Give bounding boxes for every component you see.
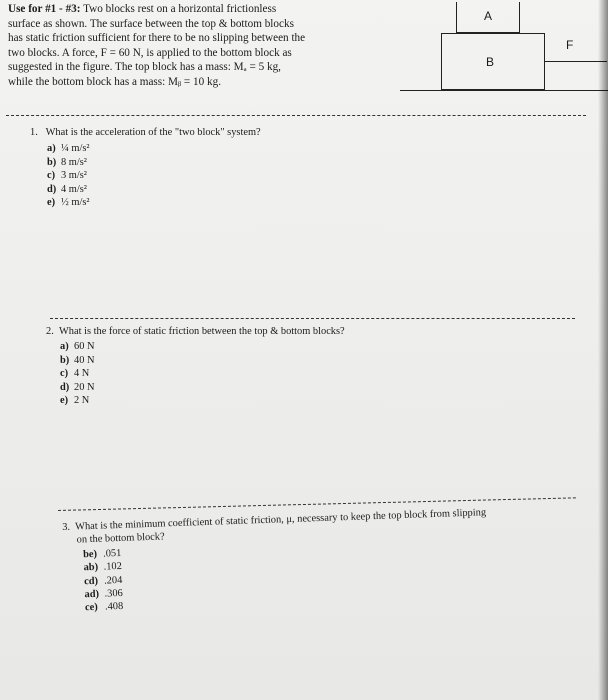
intro-line-3: has static friction sufficient for there to be no slipping between the <box>8 32 306 45</box>
option-key: a) <box>47 143 56 155</box>
force-label: F <box>566 38 574 52</box>
question-2-options <box>46 340 345 407</box>
option-text: ½ m/s² <box>61 197 90 209</box>
intro-line-6: while the bottom block has a mass: Mᵦ = 10 kg. <box>8 75 221 88</box>
option-text: 4 m/s² <box>61 183 87 195</box>
option-text: ¼ m/s² <box>61 143 90 155</box>
option-text: .051 <box>102 547 122 560</box>
answer-option[interactable] <box>47 183 261 196</box>
option-text: .102 <box>103 561 123 573</box>
question-text: What is the acceleration of the "two block" system? <box>45 127 261 138</box>
option-key: b) <box>60 354 70 366</box>
answer-option[interactable] <box>60 354 345 367</box>
option-text: .306 <box>104 587 123 600</box>
option-text: 3 m/s² <box>61 170 87 182</box>
answer-option[interactable] <box>47 142 261 155</box>
question-3 <box>62 506 489 616</box>
option-key: b) <box>47 156 57 168</box>
problem-intro <box>8 2 408 90</box>
answer-option[interactable] <box>60 394 345 407</box>
option-text: 40 N <box>74 354 95 366</box>
question-1-options <box>30 142 261 209</box>
option-key: ab) <box>83 561 99 574</box>
answer-option[interactable] <box>47 196 261 209</box>
answer-option[interactable] <box>60 367 345 380</box>
question-text: What is the force of static friction between the top & bottom blocks? <box>59 326 345 337</box>
option-text: 4 N <box>74 368 90 380</box>
question-number: 1. <box>30 127 38 138</box>
question-text: What is the minimum coefficient of static friction, μ, necessary to keep the top block from slipping <box>75 507 487 533</box>
question-3-stem-continued: on the bottom block? <box>76 531 165 546</box>
answer-option[interactable] <box>60 381 345 394</box>
option-key: cd) <box>83 575 99 587</box>
option-key: e) <box>60 395 69 407</box>
intro-line-1 <box>8 2 408 17</box>
option-key: c) <box>47 170 56 182</box>
option-text: .204 <box>103 574 123 587</box>
page-shadow <box>598 0 608 700</box>
option-text: 60 N <box>74 341 95 353</box>
question-1 <box>30 126 261 209</box>
option-text: .408 <box>104 601 124 613</box>
top-block-label: A <box>484 9 493 23</box>
option-key: ad) <box>84 588 100 601</box>
intro-line-5: suggested in the figure. The top block has a mass: Mₐ = 5 kg, <box>8 61 281 74</box>
option-key: c) <box>60 368 69 380</box>
answer-option[interactable] <box>47 156 261 169</box>
option-text: 8 m/s² <box>61 156 87 168</box>
bottom-block-label: B <box>486 55 495 69</box>
answer-option[interactable] <box>47 169 261 182</box>
option-key: be) <box>82 548 98 561</box>
option-key: d) <box>60 381 70 393</box>
question-2 <box>46 325 345 407</box>
option-text: 2 N <box>74 395 90 407</box>
divider-1 <box>6 115 586 116</box>
divider-2 <box>50 318 575 319</box>
option-key: ce) <box>84 602 98 614</box>
question-number: 3. <box>62 521 71 533</box>
blocks-diagram <box>400 0 608 100</box>
question-1-stem <box>30 126 261 139</box>
intro-line-4: two blocks. A force, F = 60 N, is applied to the bottom block as <box>8 46 292 59</box>
question-3-options <box>63 534 489 616</box>
question-2-stem <box>46 325 345 338</box>
intro-text: Two blocks rest on a horizontal frictionless <box>83 3 277 15</box>
divider-3 <box>58 497 576 511</box>
option-text: 20 N <box>74 381 95 393</box>
question-number: 2. <box>46 326 54 337</box>
option-key: e) <box>47 197 56 209</box>
ground-line <box>400 90 608 91</box>
intro-lead: Use for #1 - #3: <box>8 3 81 15</box>
intro-line-2: surface as shown. The surface between the top & bottom blocks <box>8 17 294 30</box>
option-key: a) <box>60 341 69 353</box>
option-key: d) <box>47 183 57 195</box>
answer-option[interactable] <box>60 340 345 353</box>
